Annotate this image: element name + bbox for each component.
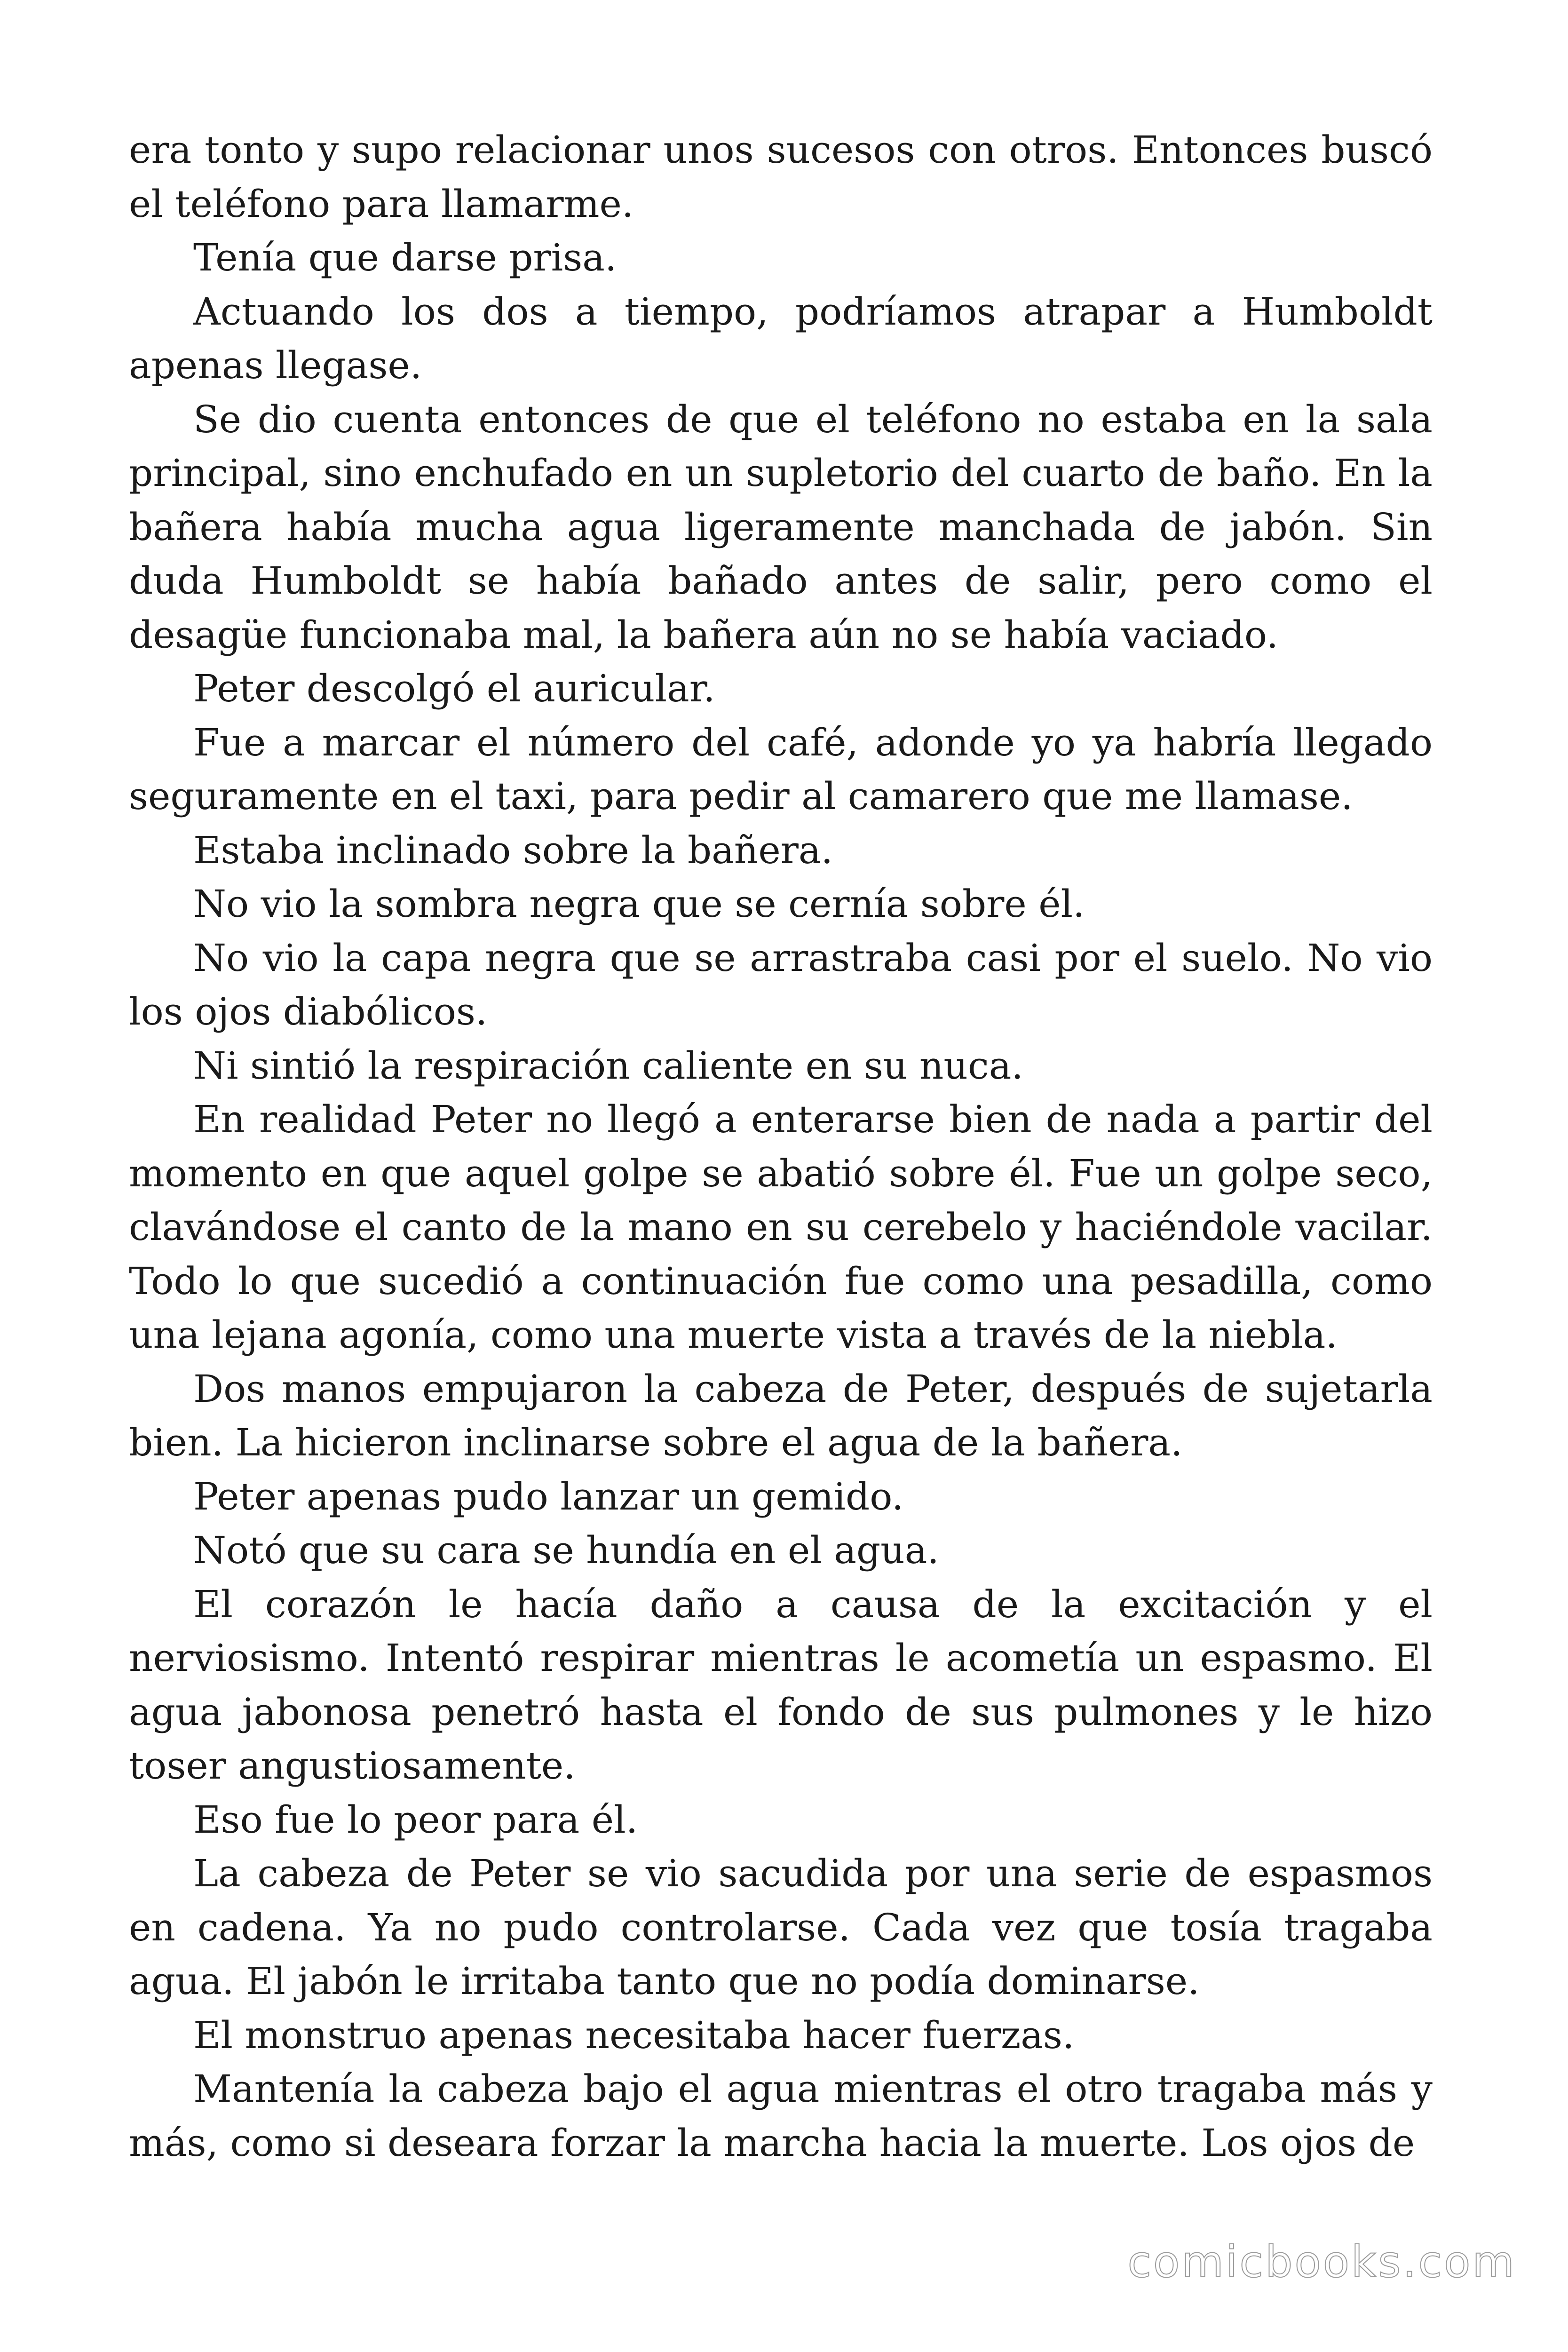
paragraph: Notó que su cara se hundía en el agua. — [193, 1528, 939, 1572]
paragraph: Fue a marcar el número del café, adonde yo ya habría llegado seguramente en el taxi, para pedir al camarero que me llamase. — [129, 720, 1433, 818]
paragraph: Estaba inclinado sobre la bañera. — [193, 828, 833, 872]
paragraph: No vio la capa negra que se arrastraba casi por el suelo. No vio los ojos diabólicos. — [129, 936, 1433, 1033]
paragraph: El corazón le hacía daño a causa de la excitación y el nerviosismo. Intentó respirar mientras le acometía un espasmo. El agua jabonosa penetró hasta el fondo de sus pulmones y le hizo toser angustiosamente. — [129, 1582, 1433, 1788]
paragraph: Peter descolgó el auricular. — [193, 667, 715, 710]
paragraph: Actuando los dos a tiempo, podríamos atrapar a Humboldt apenas llegase. — [129, 289, 1433, 387]
paragraph: Eso fue lo peor para él. — [193, 1797, 638, 1842]
paragraph: Dos manos empujaron la cabeza de Peter, después de sujetarla bien. La hicieron inclinarse sobre el agua de la bañera. — [129, 1367, 1433, 1464]
paragraph: En realidad Peter no llegó a enterarse bien de nada a partir del momento en que aquel golpe se abatió sobre él. Fue un golpe seco, clavándose el canto de la mano en su cerebelo y haciéndole vacilar. Todo lo que sucedió a continuación fue como una pesadilla, como una lejana agonía, como una muerte vista a través de la niebla. — [129, 1097, 1433, 1357]
paragraph: La cabeza de Peter se vio sacudida por una serie de espasmos en cadena. Ya no pudo controlarse. Cada vez que tosía tragaba agua. El jabón le irritaba tanto que no podía dominarse. — [129, 1851, 1433, 2003]
page-body-text — [129, 123, 1433, 2170]
paragraph: Se dio cuenta entonces de que el teléfono no estaba en la sala principal, sino enchufado en un supletorio del cuarto de baño. En la bañera había mucha agua ligeramente manchada de jabón. Sin duda Humboldt se había bañado antes de salir, pero como el desagüe funcionaba mal, la bañera aún no se había vaciado. — [129, 397, 1433, 657]
paragraph: Ni sintió la respiración caliente en su nuca. — [193, 1043, 1023, 1088]
paragraph: Peter apenas pudo lanzar un gemido. — [193, 1474, 904, 1518]
watermark-text: comicbooks.com — [1127, 2237, 1516, 2287]
paragraph-last: Mantenía la cabeza bajo el agua mientras el otro tragaba más y más, como si deseara forzar la marcha hacia la muerte. Los ojos de — [129, 2067, 1433, 2165]
paragraph: No vio la sombra negra que se cernía sobre él. — [193, 882, 1085, 926]
paragraph-continuation: era tonto y supo relacionar unos sucesos con otros. Entonces buscó el teléfono para llamarme. — [129, 128, 1433, 226]
paragraph: Tenía que darse prisa. — [193, 236, 617, 279]
paragraph: El monstruo apenas necesitaba hacer fuerzas. — [193, 2013, 1075, 2057]
